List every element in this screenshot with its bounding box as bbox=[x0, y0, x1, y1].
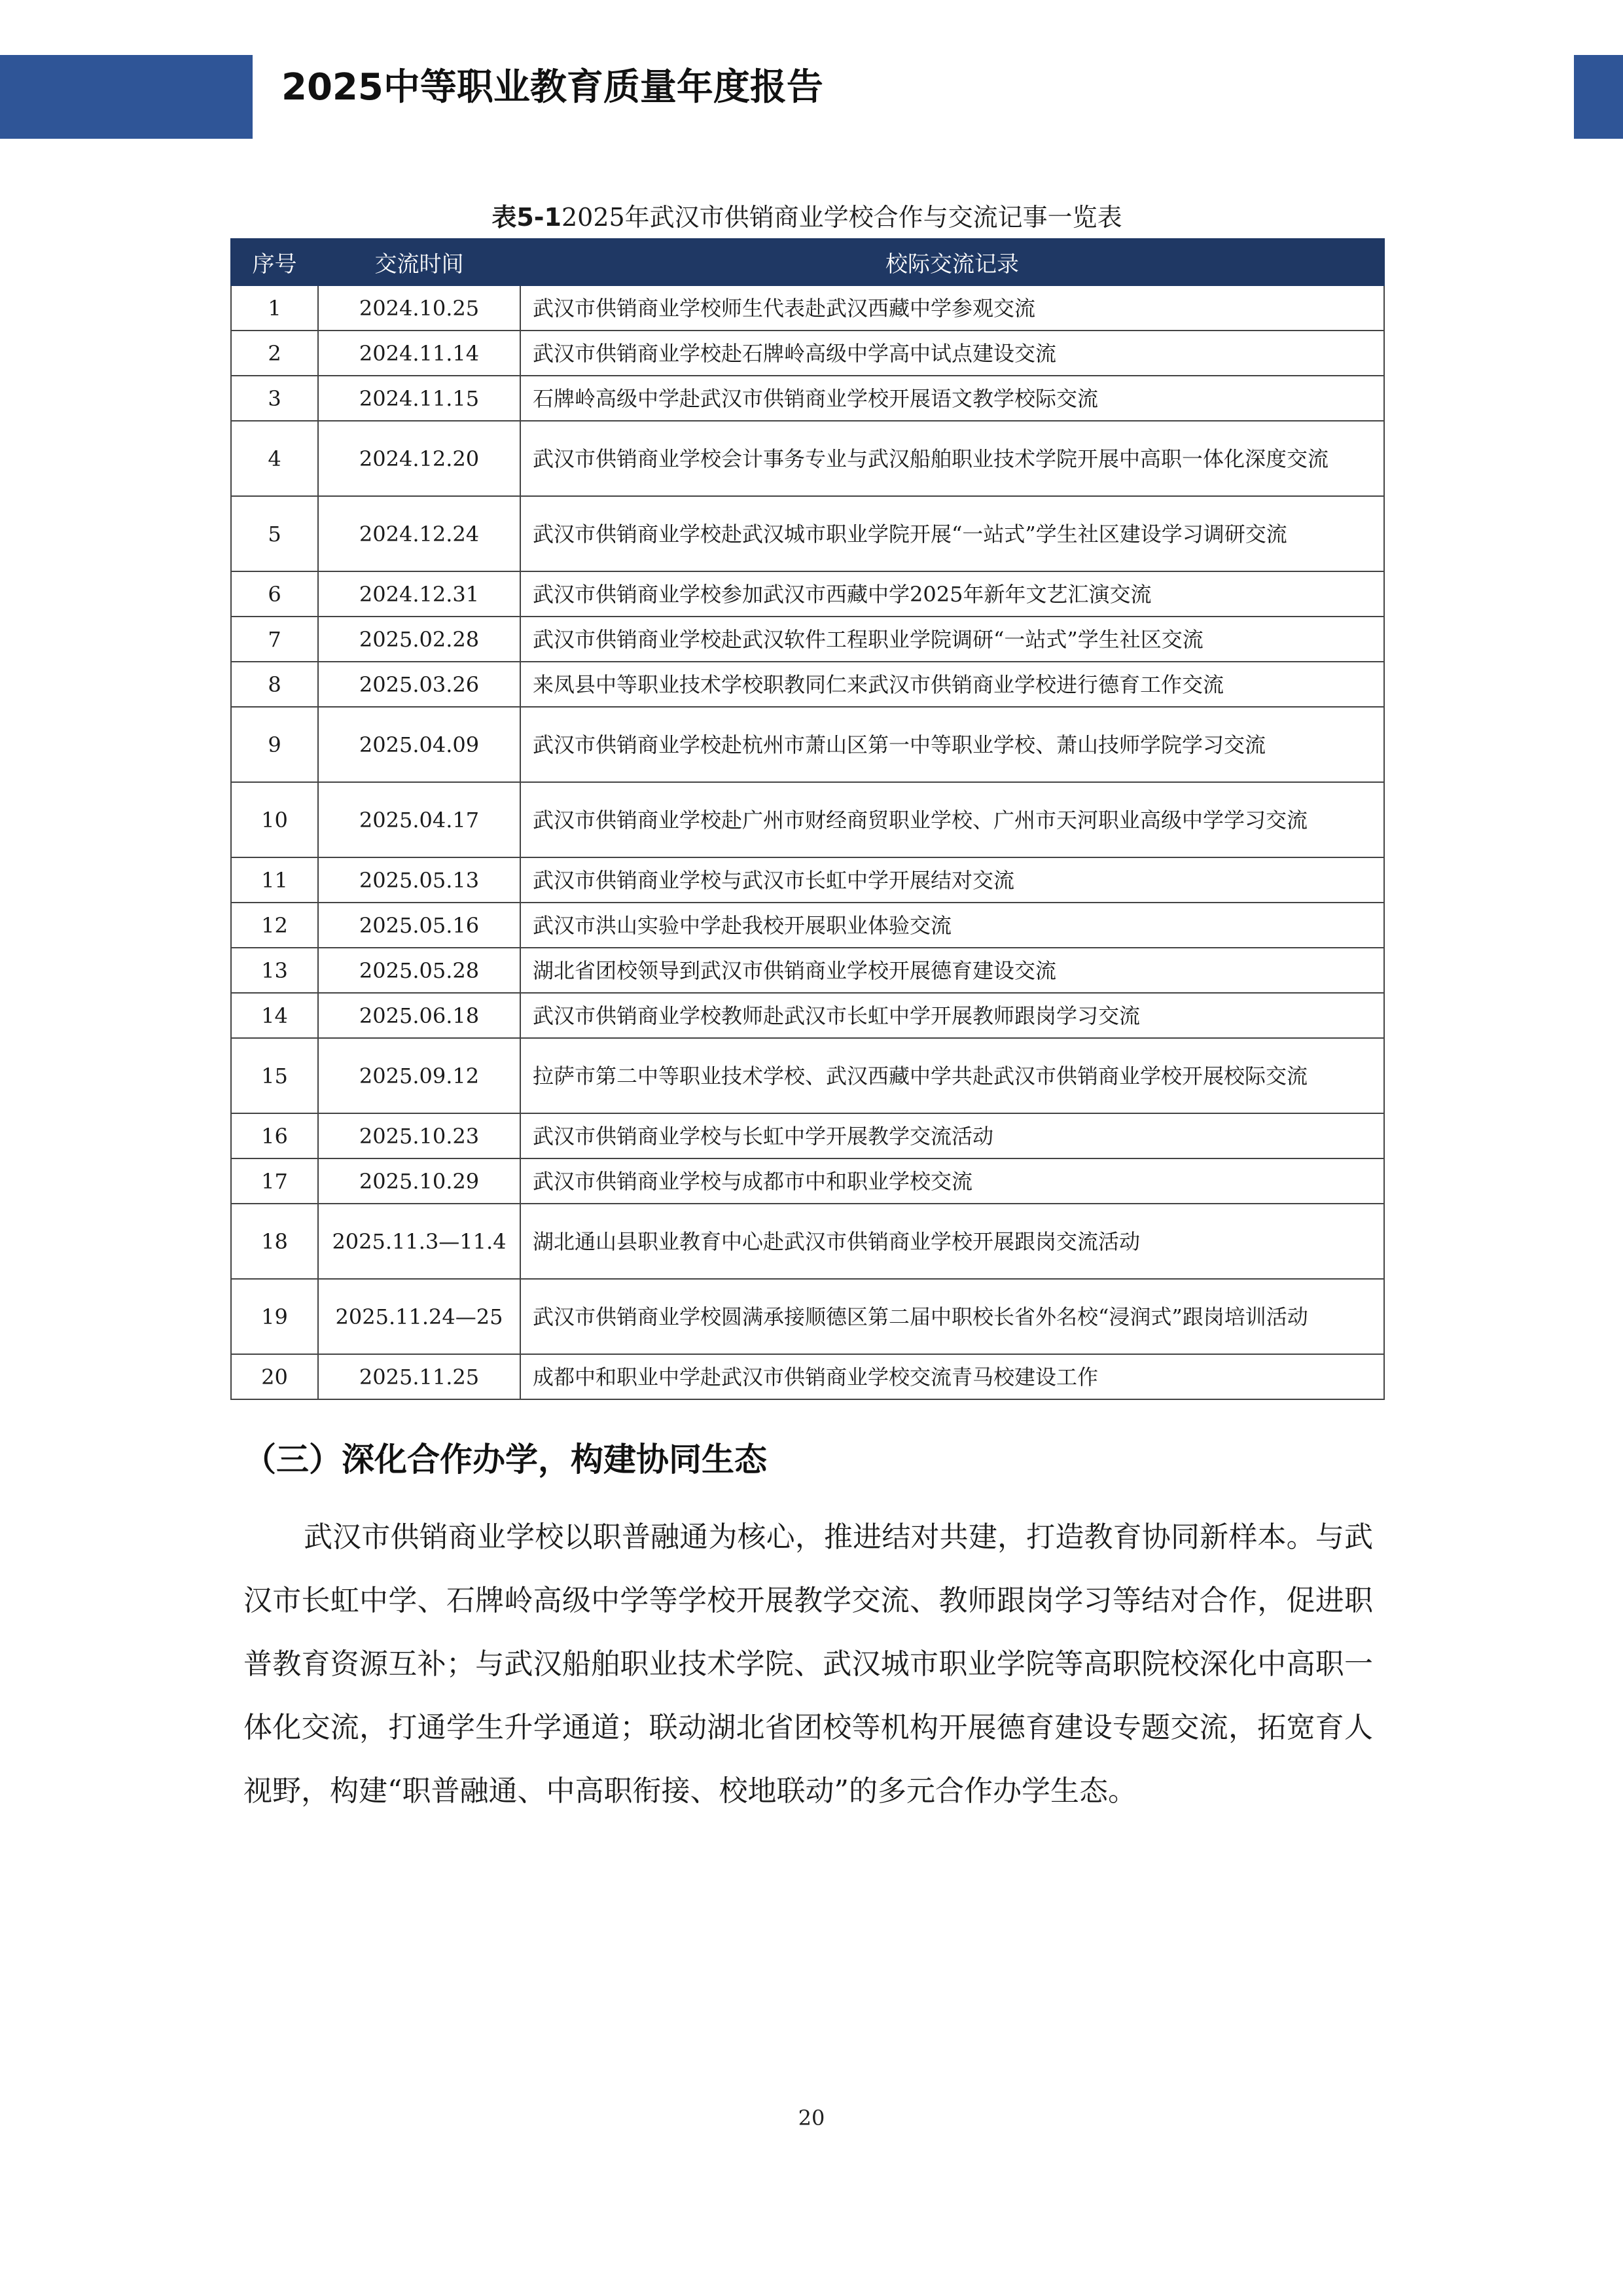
report-title: 2025中等职业教育质量年度报告 bbox=[281, 66, 823, 109]
row-date: 2024.12.31 bbox=[318, 571, 520, 617]
table-row bbox=[231, 1158, 1384, 1204]
exchange-records-table bbox=[230, 238, 1385, 1400]
header-accent-bar-right bbox=[1574, 55, 1623, 139]
table-row bbox=[231, 1279, 1384, 1354]
table-header-row bbox=[231, 239, 1384, 285]
table-caption-text: 2025年武汉市供销商业学校合作与交流记事一览表 bbox=[561, 203, 1122, 232]
row-index: 18 bbox=[231, 1204, 318, 1279]
row-index: 5 bbox=[231, 496, 318, 571]
table-row bbox=[231, 571, 1384, 617]
row-index: 13 bbox=[231, 948, 318, 993]
row-date: 2025.02.28 bbox=[318, 617, 520, 662]
row-date: 2025.11.25 bbox=[318, 1354, 520, 1399]
row-record: 武汉市供销商业学校赴杭州市萧山区第一中等职业学校、萧山技师学院学习交流 bbox=[520, 707, 1384, 782]
row-index: 3 bbox=[231, 376, 318, 421]
table-row bbox=[231, 1113, 1384, 1158]
row-record: 武汉市供销商业学校会计事务专业与武汉船舶职业技术学院开展中高职一体化深度交流 bbox=[520, 421, 1384, 496]
table-row bbox=[231, 903, 1384, 948]
table-row bbox=[231, 948, 1384, 993]
row-record: 武汉市供销商业学校赴武汉软件工程职业学院调研“一站式”学生社区交流 bbox=[520, 617, 1384, 662]
row-index: 20 bbox=[231, 1354, 318, 1399]
row-date: 2025.11.3—11.4 bbox=[318, 1204, 520, 1279]
row-date: 2025.11.24—25 bbox=[318, 1279, 520, 1354]
row-date: 2025.04.17 bbox=[318, 782, 520, 857]
row-record: 石牌岭高级中学赴武汉市供销商业学校开展语文教学校际交流 bbox=[520, 376, 1384, 421]
row-date: 2024.11.14 bbox=[318, 331, 520, 376]
row-date: 2024.10.25 bbox=[318, 285, 520, 331]
header-accent-bar-left bbox=[0, 55, 253, 139]
row-date: 2025.06.18 bbox=[318, 993, 520, 1038]
row-record: 拉萨市第二中等职业技术学校、武汉西藏中学共赴武汉市供销商业学校开展校际交流 bbox=[520, 1038, 1384, 1113]
row-record: 成都中和职业中学赴武汉市供销商业学校交流青马校建设工作 bbox=[520, 1354, 1384, 1399]
row-index: 15 bbox=[231, 1038, 318, 1113]
table-row bbox=[231, 617, 1384, 662]
row-record: 武汉市供销商业学校与长虹中学开展教学交流活动 bbox=[520, 1113, 1384, 1158]
row-date: 2024.12.20 bbox=[318, 421, 520, 496]
table-caption-label: 表5-1 bbox=[491, 203, 562, 232]
row-record: 武汉市供销商业学校参加武汉市西藏中学2025年新年文艺汇演交流 bbox=[520, 571, 1384, 617]
row-index: 19 bbox=[231, 1279, 318, 1354]
table-row bbox=[231, 782, 1384, 857]
row-index: 16 bbox=[231, 1113, 318, 1158]
row-date: 2025.05.13 bbox=[318, 857, 520, 903]
row-record: 武汉市供销商业学校与武汉市长虹中学开展结对交流 bbox=[520, 857, 1384, 903]
row-index: 10 bbox=[231, 782, 318, 857]
table-row bbox=[231, 993, 1384, 1038]
row-index: 9 bbox=[231, 707, 318, 782]
row-record: 武汉市供销商业学校赴石牌岭高级中学高中试点建设交流 bbox=[520, 331, 1384, 376]
body-paragraph: 武汉市供销商业学校以职普融通为核心，推进结对共建，打造教育协同新样本。与武汉市长虹中学、石牌岭高级中学等学校开展教学交流、教师跟岗学习等结对合作，促进职普教育资源互补；与武汉船舶职业技术学院、武汉城市职业学院等高职院校深化中高职一体化交流，打通学生升学通道；联动湖北省团校等机构开展德育建设专题交流，拓宽育人视野，构建“职普融通、中高职衔接、校地联动”的多元合作办学生态。 bbox=[243, 1520, 1373, 1808]
row-index: 2 bbox=[231, 331, 318, 376]
row-record: 来凤县中等职业技术学校职教同仁来武汉市供销商业学校进行德育工作交流 bbox=[520, 662, 1384, 707]
row-record: 湖北省团校领导到武汉市供销商业学校开展德育建设交流 bbox=[520, 948, 1384, 993]
table-row bbox=[231, 1038, 1384, 1113]
row-date: 2025.05.28 bbox=[318, 948, 520, 993]
table-caption bbox=[230, 198, 1383, 237]
row-date: 2024.11.15 bbox=[318, 376, 520, 421]
table-row bbox=[231, 285, 1384, 331]
row-record: 武汉市供销商业学校师生代表赴武汉西藏中学参观交流 bbox=[520, 285, 1384, 331]
row-date: 2025.04.09 bbox=[318, 707, 520, 782]
row-index: 12 bbox=[231, 903, 318, 948]
row-date: 2025.03.26 bbox=[318, 662, 520, 707]
row-date: 2025.10.23 bbox=[318, 1113, 520, 1158]
table-row bbox=[231, 331, 1384, 376]
row-date: 2024.12.24 bbox=[318, 496, 520, 571]
row-index: 11 bbox=[231, 857, 318, 903]
row-date: 2025.10.29 bbox=[318, 1158, 520, 1204]
row-index: 7 bbox=[231, 617, 318, 662]
column-header-date: 交流时间 bbox=[318, 239, 520, 285]
table-row bbox=[231, 1354, 1384, 1399]
row-index: 14 bbox=[231, 993, 318, 1038]
column-header-record: 校际交流记录 bbox=[520, 239, 1384, 285]
row-index: 1 bbox=[231, 285, 318, 331]
table-row bbox=[231, 1204, 1384, 1279]
row-record: 武汉市供销商业学校教师赴武汉市长虹中学开展教师跟岗学习交流 bbox=[520, 993, 1384, 1038]
table-row bbox=[231, 707, 1384, 782]
section-heading: （三）深化合作办学，构建协同生态 bbox=[243, 1441, 767, 1479]
table-row bbox=[231, 662, 1384, 707]
row-date: 2025.09.12 bbox=[318, 1038, 520, 1113]
row-record: 武汉市洪山实验中学赴我校开展职业体验交流 bbox=[520, 903, 1384, 948]
row-index: 8 bbox=[231, 662, 318, 707]
row-record: 武汉市供销商业学校赴武汉城市职业学院开展“一站式”学生社区建设学习调研交流 bbox=[520, 496, 1384, 571]
row-index: 4 bbox=[231, 421, 318, 496]
row-record: 武汉市供销商业学校圆满承接顺德区第二届中职校长省外名校“浸润式”跟岗培训活动 bbox=[520, 1279, 1384, 1354]
column-header-index: 序号 bbox=[231, 239, 318, 285]
row-index: 17 bbox=[231, 1158, 318, 1204]
table-row bbox=[231, 496, 1384, 571]
row-record: 湖北通山县职业教育中心赴武汉市供销商业学校开展跟岗交流活动 bbox=[520, 1204, 1384, 1279]
row-date: 2025.05.16 bbox=[318, 903, 520, 948]
row-record: 武汉市供销商业学校赴广州市财经商贸职业学校、广州市天河职业高级中学学习交流 bbox=[520, 782, 1384, 857]
table-row bbox=[231, 376, 1384, 421]
page-number: 20 bbox=[798, 2106, 825, 2130]
table-row bbox=[231, 857, 1384, 903]
row-record: 武汉市供销商业学校与成都市中和职业学校交流 bbox=[520, 1158, 1384, 1204]
row-index: 6 bbox=[231, 571, 318, 617]
table-row bbox=[231, 421, 1384, 496]
